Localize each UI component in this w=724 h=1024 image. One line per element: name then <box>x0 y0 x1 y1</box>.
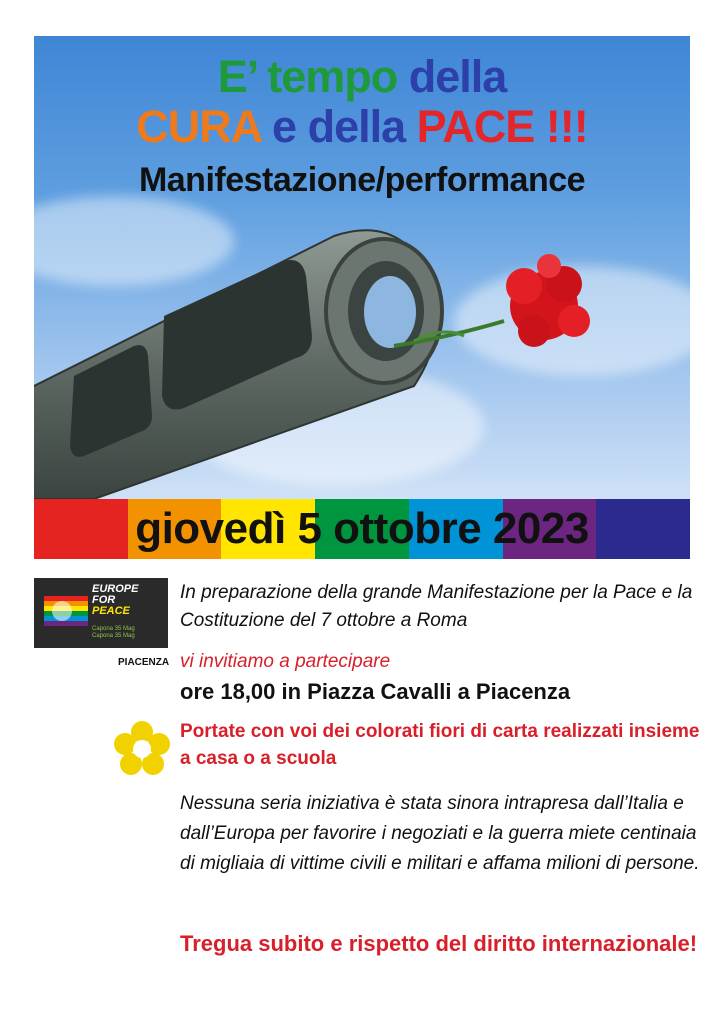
cannon-bore-sky <box>364 276 416 348</box>
event-date-year: 2023 <box>492 504 589 553</box>
logo-line-peace: PEACE <box>92 605 130 617</box>
headline-pace: PACE !!! <box>416 101 588 152</box>
europe-for-peace-logo <box>34 578 168 648</box>
logo-subtext-2: Capona 35 Mag <box>92 633 135 639</box>
event-date-day: giovedì 5 ottobre <box>135 504 493 553</box>
flower-icon <box>113 720 171 778</box>
subtitle: Manifestazione/performance <box>138 161 586 199</box>
event-date <box>34 499 690 559</box>
carnation-flower <box>506 254 590 347</box>
peace-flag-icon <box>34 578 94 648</box>
closing-call: Tregua subito e rispetto del diritto internazionale! <box>180 931 698 956</box>
headline-line-1 <box>34 52 690 102</box>
headline-e-della: e della <box>272 101 417 152</box>
logo-line-for: FOR <box>92 594 116 606</box>
logo-wordmark <box>92 584 138 617</box>
hero-image <box>34 36 690 499</box>
headline-cura: CURA <box>136 101 273 152</box>
headline-della: della <box>408 51 507 102</box>
headline-line-2 <box>34 102 690 152</box>
time-place: ore 18,00 in Piazza Cavalli a Piacenza <box>180 679 571 704</box>
logo-line-europe: EUROPE <box>92 583 139 595</box>
bring-flowers-text: Portate con voi dei colorati fiori di carta realizzati insieme a casa o a scuola <box>180 721 700 769</box>
headline-e-tempo: E’ tempo <box>217 51 409 102</box>
body-text: Nessuna seria iniziativa è stata sinora intrapresa dall’Italia e dall’Europa per favorire i negoziati e la guerra miete centinaia di migliaia di vittime civili e militari e affama milioni di persone. <box>180 793 700 874</box>
logo-subtext <box>92 626 135 640</box>
logo-subtext-1: Capona 35 Mag <box>92 626 135 632</box>
logo-city: PIACENZA <box>118 657 170 668</box>
intro-text: In preparazione della grande Manifestazione per la Pace e la Costituzione del 7 ottobre a Roma <box>180 582 693 631</box>
invite-text: vi invitiamo a partecipare <box>180 651 391 672</box>
